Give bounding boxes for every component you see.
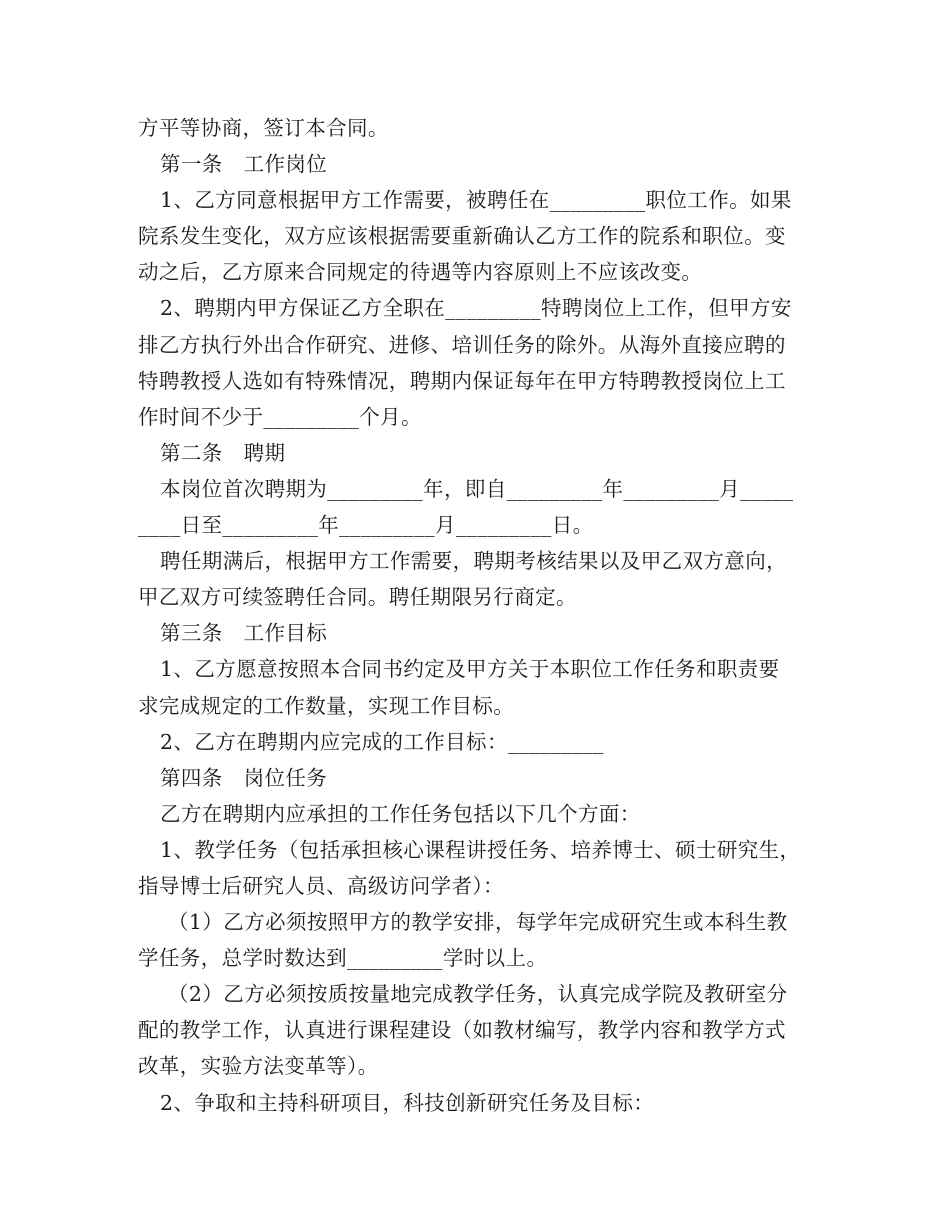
text-line: 2、争取和主持科研项目，科技创新研究任务及目标： — [160, 1090, 655, 1115]
text-line: 排乙方执行外出合作研究、进修、培训任务的除外。从海外直接应聘的 — [138, 332, 786, 357]
text-line: （2）乙方必须按质按量地完成教学任务，认真完成学院及教研室分 — [168, 982, 788, 1007]
text-line: 2、乙方在聘期内应完成的工作目标：_________ — [160, 729, 604, 754]
text-line: 2、聘期内甲方保证乙方全职在_________特聘岗位上工作，但甲方安 — [160, 296, 792, 321]
text-line: 乙方在聘期内应承担的工作任务包括以下几个方面： — [160, 801, 641, 826]
text-line: 甲乙双方可续签聘任合同。聘任期限另行商定。 — [138, 585, 577, 610]
text-line: ____日至_________年_________月_________日。 — [138, 513, 594, 538]
text-line: 改革，实验方法变革等）。 — [138, 1054, 379, 1079]
text-line: 学任务，总学时数达到_________学时以上。 — [138, 946, 548, 971]
text-line: 院系发生变化，双方应该根据需要重新确认乙方工作的院系和职位。变 — [138, 224, 786, 249]
section-heading-3: 第三条 工作目标 — [160, 621, 328, 646]
section-heading-2: 第二条 聘期 — [160, 440, 286, 465]
text-line: （1）乙方必须按照甲方的教学安排，每学年完成研究生或本科生教 — [168, 910, 788, 935]
text-line: 动之后，乙方原来合同规定的待遇等内容原则上不应该改变。 — [138, 260, 703, 285]
text-line: 1、乙方同意根据甲方工作需要，被聘任在_________职位工作。如果 — [160, 188, 792, 213]
text-line: 聘任期满后，根据甲方工作需要，聘期考核结果以及甲乙双方意向， — [160, 549, 787, 574]
text-line: 本岗位首次聘期为_________年，即自_________年_________月_____ — [160, 476, 794, 501]
text-line: 1、教学任务（包括承担核心课程讲授任务、培养博士、硕士研究生， — [160, 837, 801, 862]
text-line: 特聘教授人选如有特殊情况，聘期内保证每年在甲方特聘教授岗位上工 — [138, 368, 786, 393]
document-body — [138, 110, 828, 1121]
text-line: 1、乙方愿意按照本合同书约定及甲方关于本职位工作任务和职责要 — [160, 657, 780, 682]
section-heading-4: 第四条 岗位任务 — [160, 765, 328, 790]
text-line: 指导博士后研究人员、高级访问学者）： — [138, 873, 504, 898]
text-line: 作时间不少于_________个月。 — [138, 404, 422, 429]
section-heading-1: 第一条 工作岗位 — [160, 152, 328, 177]
text-line: 配的教学工作，认真进行课程建设（如教材编写，教学内容和教学方式 — [138, 1018, 786, 1043]
text-line: 求完成规定的工作数量，实现工作目标。 — [138, 693, 515, 718]
text-line: 方平等协商，签订本合同。 — [138, 116, 389, 140]
